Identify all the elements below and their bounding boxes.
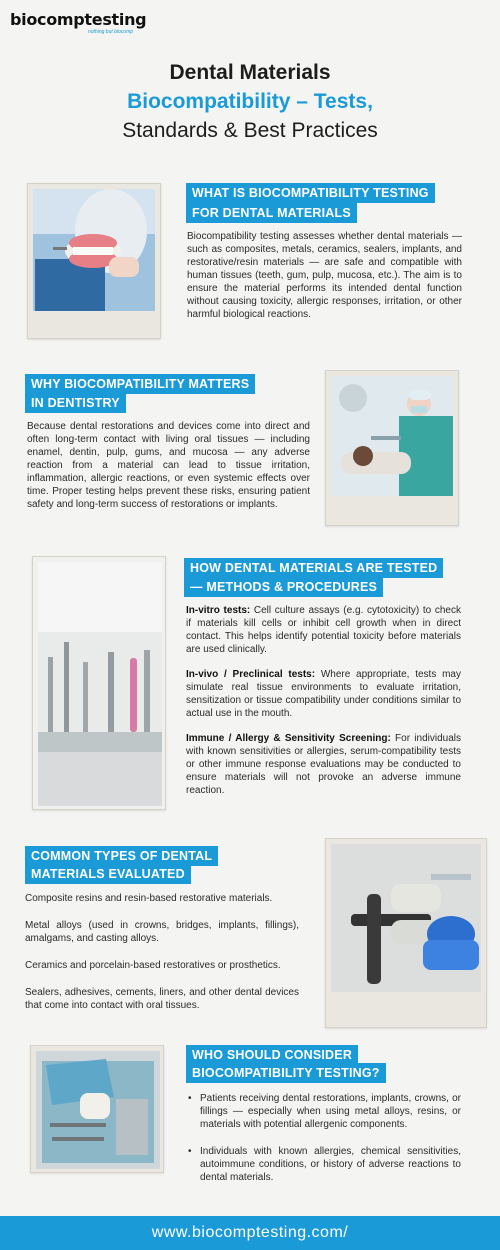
title-line-2: Biocompatibility – Tests, <box>127 90 373 113</box>
heading-line: MATERIALS EVALUATED <box>31 867 185 881</box>
dental-tray-photo <box>30 1045 164 1173</box>
section-types-list <box>25 892 299 1012</box>
logo-text: biocomptesting <box>10 10 147 29</box>
brand-logo[interactable] <box>10 10 150 36</box>
types-item: Metal alloys (used in crowns, bridges, implants, fillings), amalgams, and casting alloys. <box>25 920 299 944</box>
section-why-text: Because dental restorations and devices come into direct and often long-term contact with living oral tissues — including enamel, dentin, pulp, gums, and mucosa — any adverse reaction from a material can lead to tissue irritation, inflammation, allergic reactions, or even systemic effects over time. Proper testing helps prevent these risks, ensuring patient safety and long-term success of restorations or implants. <box>27 421 310 510</box>
section-who-heading <box>186 1045 358 1065</box>
heading-line: COMMON TYPES OF DENTAL <box>31 849 213 863</box>
how-item-label: Immune / Allergy & Sensitivity Screening: <box>186 733 391 744</box>
how-item-in-vitro <box>186 604 461 656</box>
heading-line: HOW DENTAL MATERIALS ARE TESTED <box>190 561 438 575</box>
page-title <box>0 58 500 145</box>
heading-line: BIOCOMPATIBILITY TESTING? <box>192 1066 380 1080</box>
articulator-photo <box>325 838 487 1028</box>
how-item-text: For individuals with known sensitivities or allergies, serum-compatibility tests or other immune response evaluations may be conducted to ensure materials will not provoke an adverse immune reaction. <box>186 733 461 796</box>
heading-line: WHO SHOULD CONSIDER <box>192 1048 353 1062</box>
title-line-1: Dental Materials <box>169 61 331 84</box>
dental-instruments-photo <box>32 556 166 810</box>
dental-model-photo <box>27 183 161 339</box>
section-types-heading-2 <box>25 864 191 884</box>
dental-model-illustration <box>33 189 155 311</box>
articulator-illustration <box>331 844 481 992</box>
how-item-text: Where appropriate, tests may simulate real tissue environments to evaluate irritation, sensitization or tissue compatibility under conditions similar to actual use in the mouth. <box>186 669 461 719</box>
heading-line: IN DENTISTRY <box>31 396 120 410</box>
how-item-text: Cell culture assays (e.g. cytotoxicity) to check if materials kill cells or inhibit cell growth when in direct contact. This helps identify potential toxicity before materials are used clinically. <box>186 605 461 655</box>
who-bullet-list <box>186 1092 461 1184</box>
who-item: • Individuals with known allergies, chemical sensitivities, autoimmune conditions, or history of adverse reactions to dental materials. <box>186 1145 461 1184</box>
section-how-heading-2 <box>184 577 383 597</box>
section-why-heading-2 <box>25 393 126 413</box>
heading-line: WHY BIOCOMPATIBILITY MATTERS <box>31 377 250 391</box>
footer-url-link[interactable]: www.biocomptesting.com/ <box>0 1216 500 1250</box>
title-line-3: Standards & Best Practices <box>122 119 378 142</box>
heading-line: WHAT IS BIOCOMPATIBILITY TESTING <box>192 186 429 200</box>
section-why-heading <box>25 374 255 394</box>
types-item: Sealers, adhesives, cements, liners, and other dental devices that come into contact with oral tissues. <box>25 987 299 1011</box>
how-item-in-vivo <box>186 668 461 720</box>
section-who-list <box>186 1092 461 1198</box>
dental-tray-illustration <box>36 1051 160 1169</box>
types-item: Composite resins and resin-based restorative materials. <box>25 893 273 904</box>
section-how-list <box>186 604 461 807</box>
logo-tagline: nothing but biocomp <box>88 29 134 35</box>
section-who-heading-2 <box>186 1063 386 1083</box>
how-item-immune <box>186 732 461 797</box>
dental-instruments-illustration <box>38 562 162 806</box>
dentist-illustration <box>331 376 453 496</box>
section-how-heading <box>184 558 443 578</box>
types-item: Ceramics and porcelain-based restoratives or prosthetics. <box>25 960 281 971</box>
section-what-heading <box>186 183 435 203</box>
dentist-photo <box>325 370 459 526</box>
heading-line: FOR DENTAL MATERIALS <box>192 206 351 220</box>
section-what-text: Biocompatibility testing assesses whether dental materials — such as composites, metals, ceramics, sealers, implants, and restorative/resin materials — are safe and compatible with human tissues (teeth, gum, pulp, mucosa, etc.). The aim is to ensure the material performs its intended dental function without causing toxicity, allergic responses, irritation, or other harmful biological reactions. <box>187 231 462 320</box>
section-what-heading-2 <box>186 203 357 223</box>
heading-line: — METHODS & PROCEDURES <box>190 580 378 594</box>
section-types-heading <box>25 846 218 866</box>
how-item-label: In-vitro tests: <box>186 605 251 616</box>
how-item-label: In-vivo / Preclinical tests: <box>186 669 316 680</box>
who-item: • Patients receiving dental restorations, implants, crowns, or fillings — especially when using metal alloys, resins, or materials with potential allergenic components. <box>186 1092 461 1131</box>
